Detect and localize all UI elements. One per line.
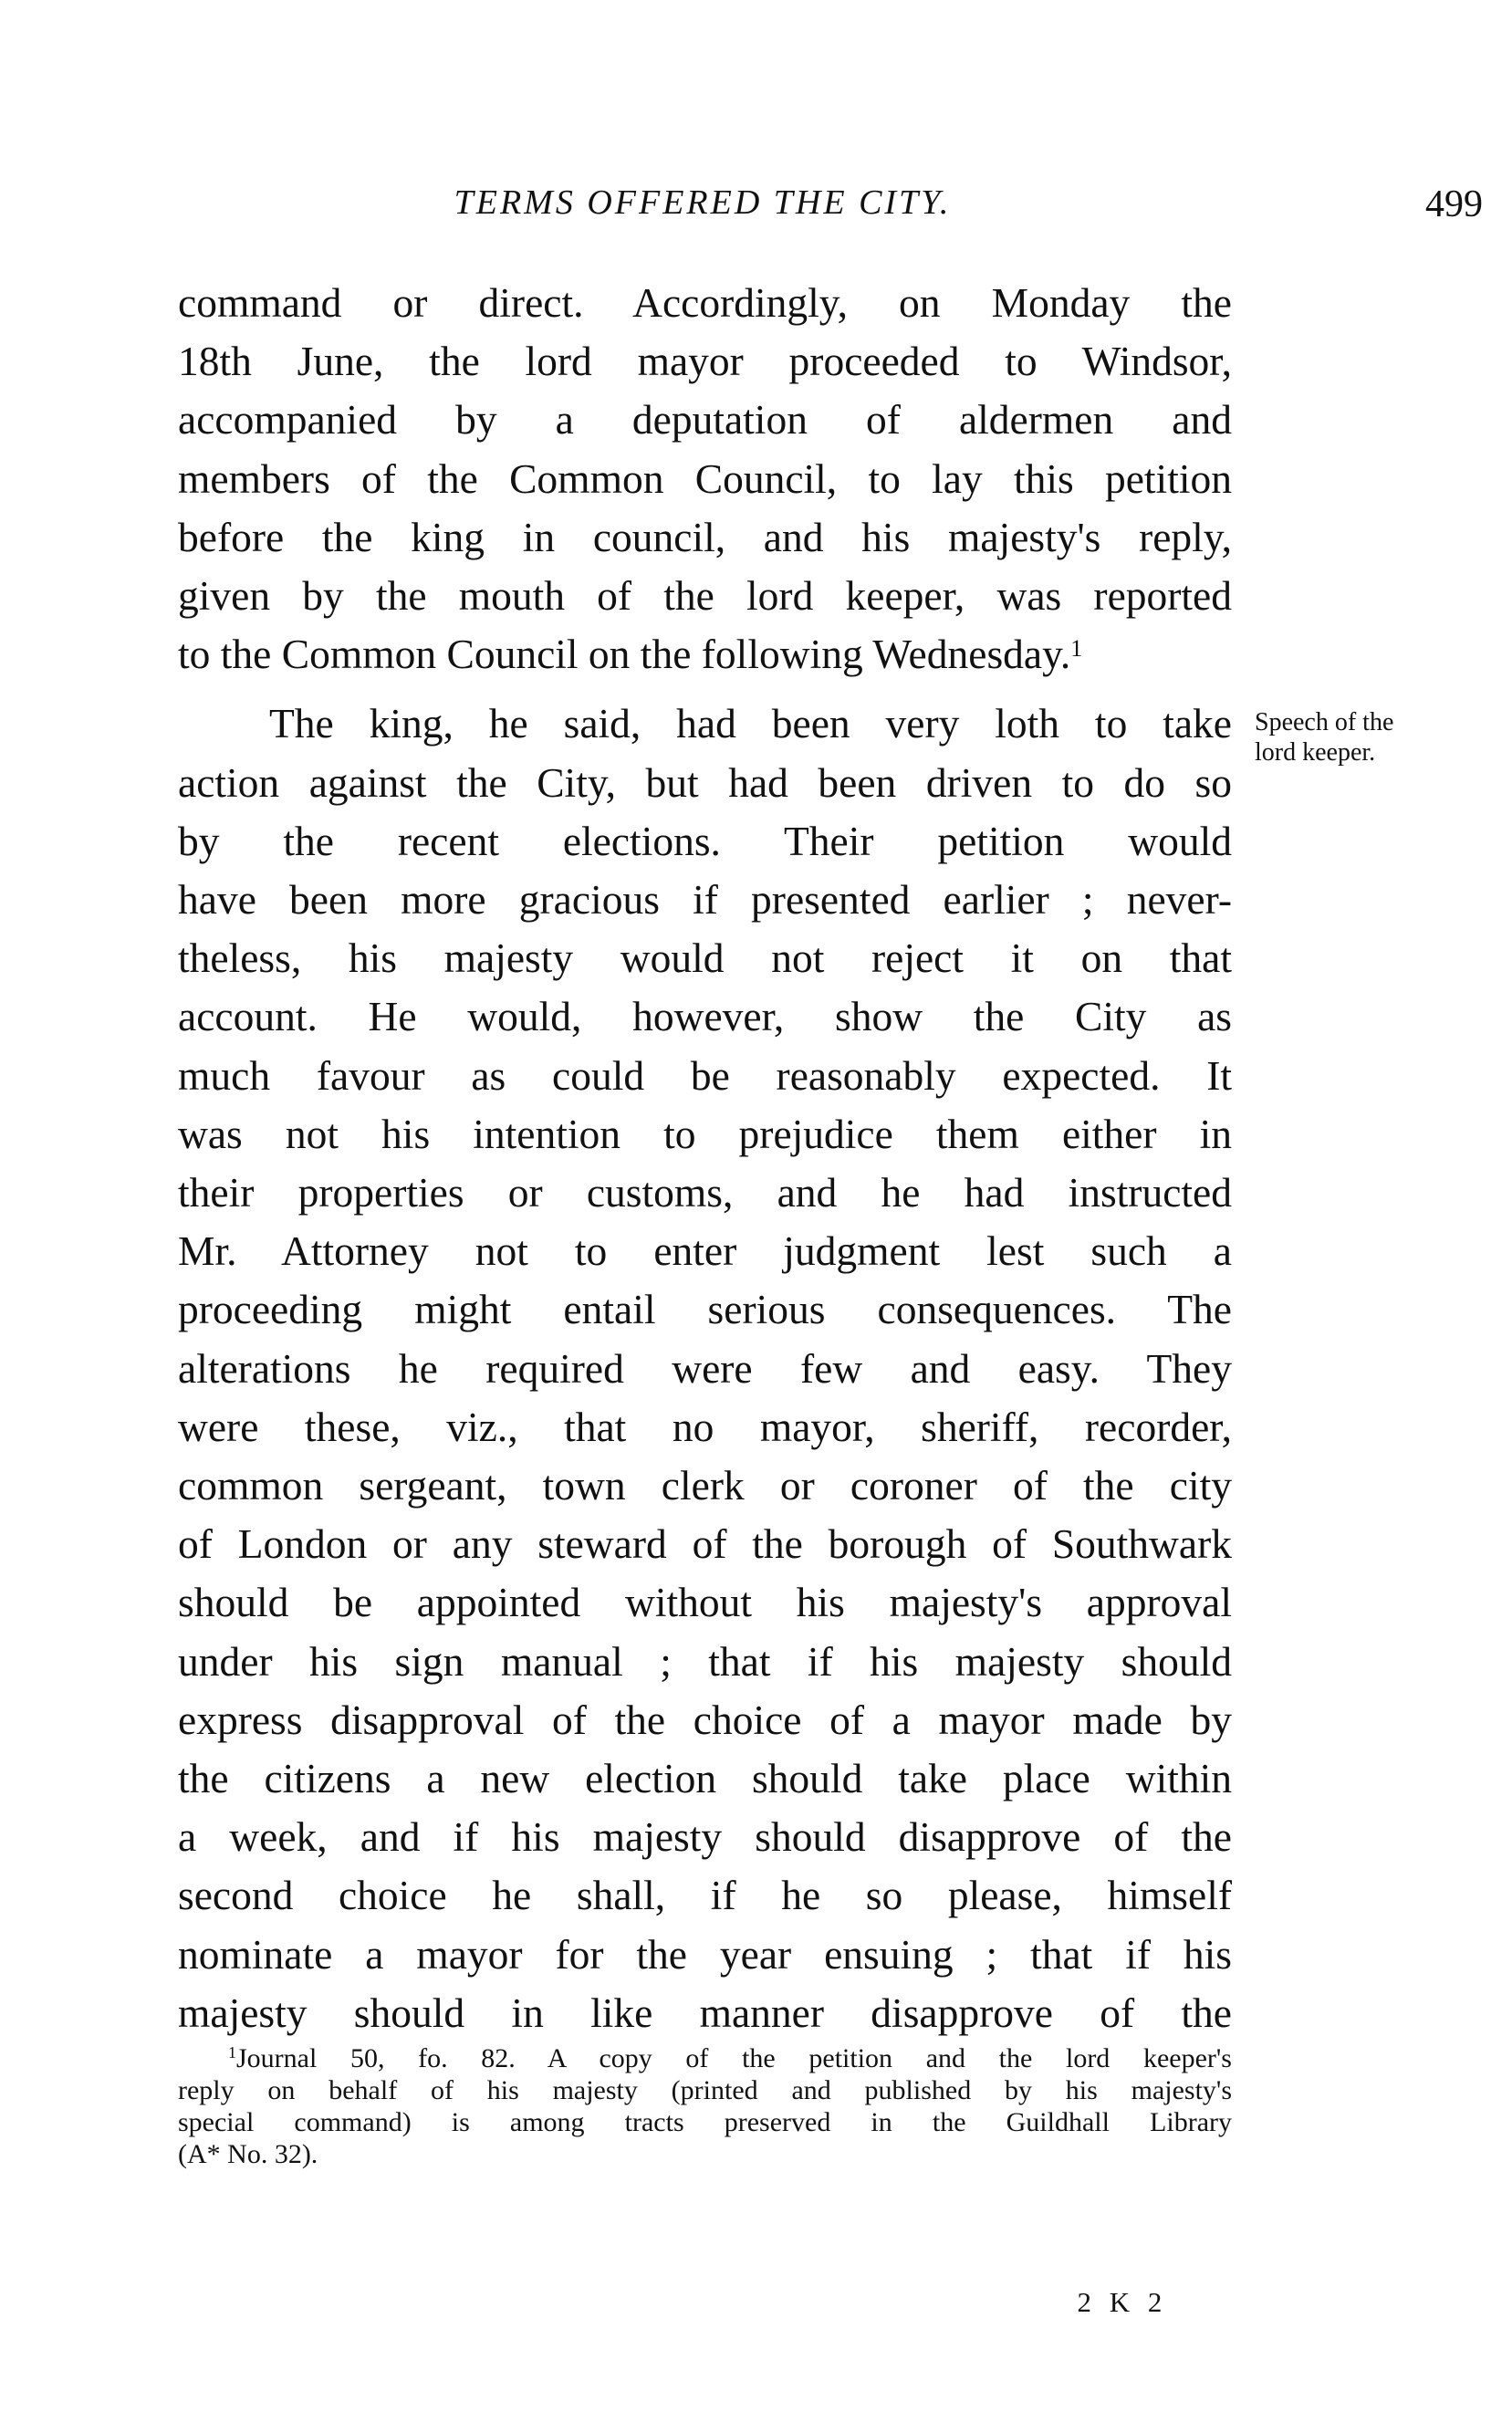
text-line: proceeding might entail serious consequences. The	[178, 1286, 1232, 1333]
text-line: under his sign manual ; that if his majesty should	[178, 1637, 1232, 1685]
text-line: theless, his majesty would not reject it on that	[178, 935, 1232, 982]
paragraph	[178, 694, 1232, 2042]
text-line: accompanied by a deputation of aldermen and	[178, 396, 1232, 444]
text-line: 18th June, the lord mayor proceeded to Windsor,	[178, 338, 1232, 385]
text-line: The king, he said, had been very loth to take	[269, 700, 1232, 747]
body-text	[178, 274, 1232, 2042]
text-line: before the king in council, and his majesty's reply,	[178, 513, 1232, 560]
text-line: action against the City, but had been driven to do so	[178, 758, 1232, 806]
text-line: given by the mouth of the lord keeper, was reported	[178, 572, 1232, 620]
page-number: 499	[1425, 183, 1483, 225]
text-line: the citizens a new election should take place within	[178, 1755, 1232, 1802]
text-line: were these, viz., that no mayor, sheriff, recorder,	[178, 1403, 1232, 1450]
footnote-line-text: Journal 50, fo. 82. A copy of the petition and the lord keeper's	[236, 2043, 1232, 2073]
text-line: have been more gracious if presented earlier ; never-	[178, 876, 1232, 924]
text-line: alterations he required were few and easy. They	[178, 1344, 1232, 1392]
marginal-note-line: lord keeper.	[1255, 738, 1376, 767]
footnote	[178, 2042, 1232, 2170]
text-line: of London or any steward of the borough of Southwark	[178, 1520, 1232, 1568]
text-line: command or direct. Accordingly, on Monday the	[178, 279, 1232, 326]
text-line: Mr. Attorney not to enter judgment lest such a	[178, 1227, 1232, 1275]
text-line-content: to the Common Council on the following Wednesday.	[178, 631, 1071, 678]
footnote-line: (A* No. 32).	[178, 2139, 318, 2169]
text-line: nominate a mayor for the year ensuing ; that if his	[178, 1930, 1232, 1978]
text-line: second choice he shall, if he so please, himself	[178, 1872, 1232, 1919]
text-line: members of the Common Council, to lay this petition	[178, 454, 1232, 502]
text-line	[178, 625, 1232, 684]
text-line: common sergeant, town clerk or coroner of the city	[178, 1462, 1232, 1509]
text-line: should be appointed without his majesty's approval	[178, 1579, 1232, 1626]
signature-mark: 2 K 2	[1077, 2286, 1168, 2318]
marginal-note	[1255, 707, 1492, 767]
text-line: express disapproval of the choice of a mayor made by	[178, 1696, 1232, 1743]
footnote-reference: 1	[1070, 635, 1083, 663]
footnote-line: special command) is among tracts preserved in the Guildhall Library	[178, 2107, 1232, 2137]
text-line: by the recent elections. Their petition would	[178, 817, 1232, 864]
text-line: majesty should in like manner disapprove of the	[178, 1989, 1232, 2036]
footnote-line	[178, 2042, 1232, 2074]
footnote-line: reply on behalf of his majesty (printed and published by his majesty's	[178, 2075, 1232, 2105]
text-line: was not his intention to prejudice them either in	[178, 1110, 1232, 1157]
text-line: much favour as could be reasonably expected. It	[178, 1051, 1232, 1099]
running-title: TERMS OFFERED THE CITY.	[454, 183, 952, 222]
text-line: a week, and if his majesty should disapprove of the	[178, 1813, 1232, 1861]
marginal-note-line: Speech of the	[1255, 708, 1394, 736]
footnote-marker: 1	[228, 2043, 236, 2062]
text-line: their properties or customs, and he had instructed	[178, 1169, 1232, 1216]
paragraph	[178, 274, 1232, 684]
text-line: account. He would, however, show the City as	[178, 993, 1232, 1040]
